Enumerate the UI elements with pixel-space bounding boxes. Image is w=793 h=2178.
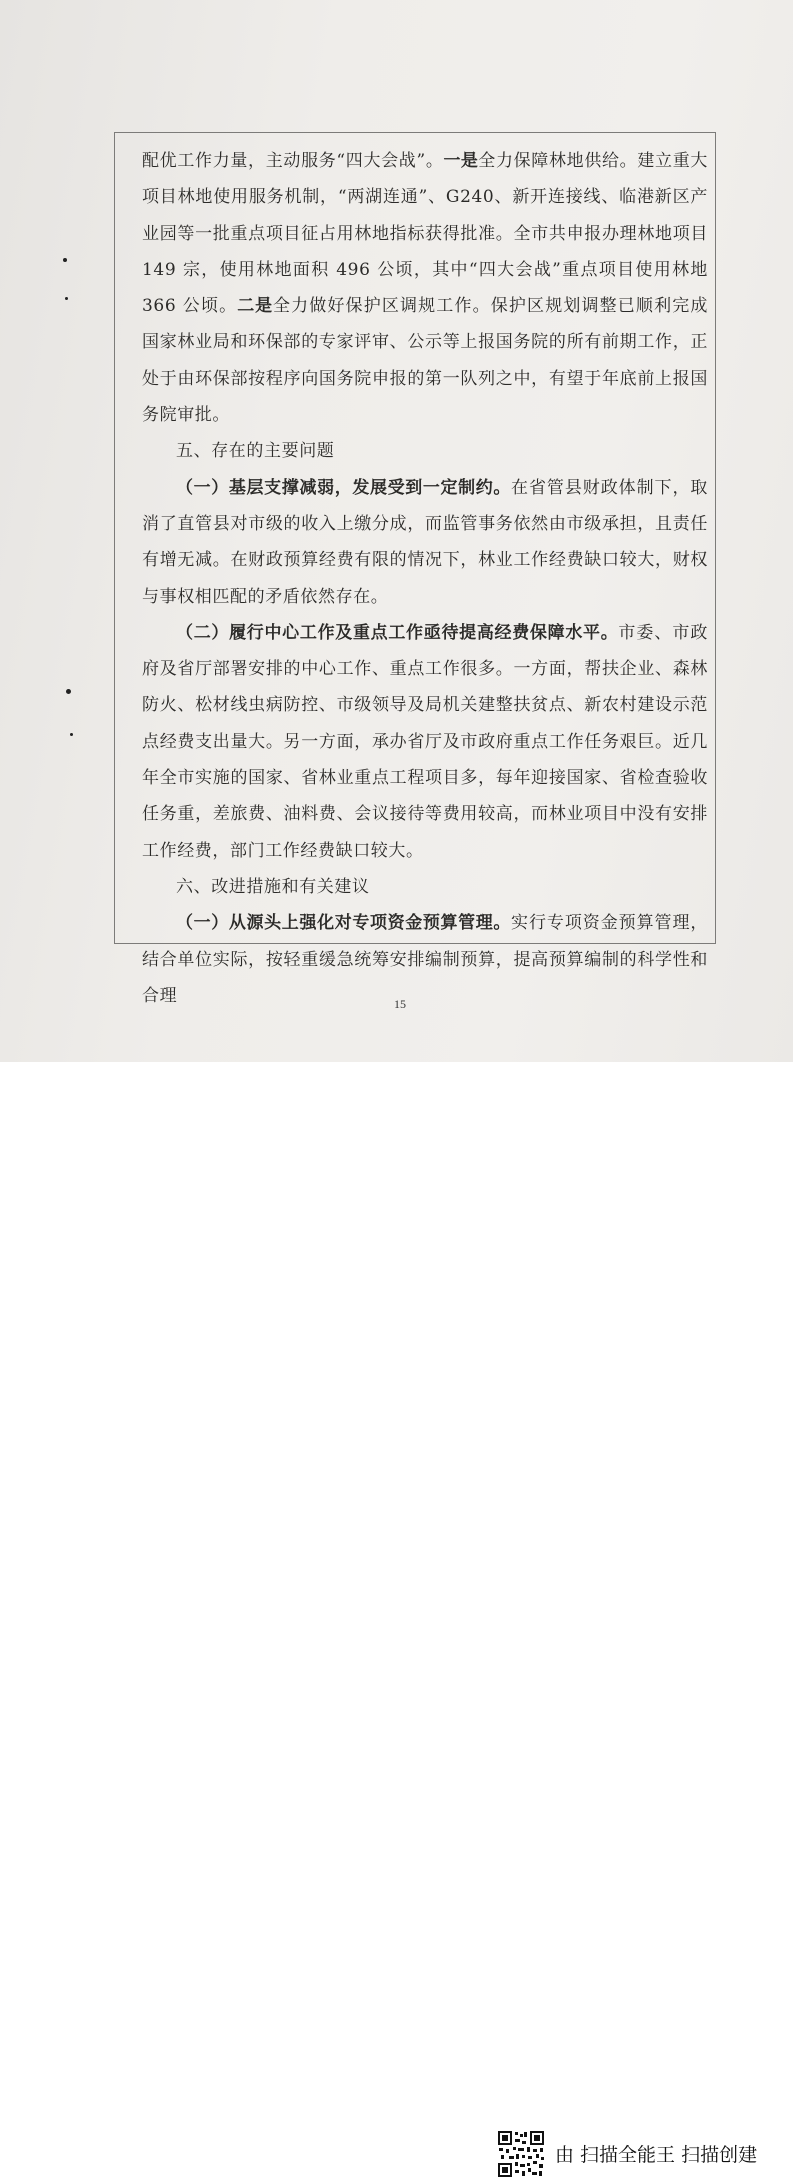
text-run: 全力做好保护区调规工作。保护区规划调整已顺利完成国家林业局和环保部的专家评审、公示等上报国务院的所有前期工作，正处于由环保部按程序向国务院申报的第一队列之中，有望于年底前上报国务院审批。 <box>142 296 708 426</box>
binding-hole-mark <box>65 297 68 300</box>
binding-hole-mark <box>63 258 67 262</box>
bold-text-run: （二）履行中心工作及重点工作亟待提高经费保障水平。 <box>176 622 619 643</box>
bold-text-run: 二是 <box>237 296 273 317</box>
scanner-footer <box>0 1062 793 2166</box>
heading-section-6 <box>142 869 708 905</box>
paragraph-p4 <box>142 905 708 1014</box>
document-body <box>142 143 708 1014</box>
binding-hole-mark <box>70 733 73 736</box>
text-run: 市委、市政府及省厅部署安排的中心工作、重点工作很多。一方面，帮扶企业、森林防火、松材线虫病防控、市级领导及局机关建整扶贫点、新农村建设示范点经费支出量大。另一方面，承办省厅及市政府重点工作任务艰巨。近几年全市实施的国家、省林业重点工程项目多，每年迎接国家、省检查验收任务重，差旅费、油料费、会议接待等费用较高，而林业项目中没有安排工作经费，部门工作经费缺口较大。 <box>142 622 709 861</box>
text-run: 五、存在的主要问题 <box>176 441 335 462</box>
text-run: 在省管县财政体制下，取消了直管县对市级的收入上缴分成，而监管事务依然由市级承担，且责任有增无减。在财政预算经费有限的情况下，林业工作经费缺口较大，财权与事权相匹配的矛盾依然存在。 <box>142 477 708 607</box>
scanned-page <box>0 0 793 1062</box>
paragraph-p3 <box>142 615 708 869</box>
qr-code-icon <box>497 2130 545 2178</box>
text-run: 六、改进措施和有关建议 <box>176 876 370 897</box>
text-run: 实行专项资金预算管理，结合单位实际，按轻重缓急统筹安排编制预算，提高预算编制的科学性和合理 <box>142 913 708 1006</box>
bold-text-run: （一）从源头上强化对专项资金预算管理。 <box>176 913 512 934</box>
paragraph-p2 <box>142 470 708 615</box>
binding-hole-mark <box>66 689 71 694</box>
text-run: 全力保障林地供给。建立重大项目林地使用服务机制，“两湖连通”、G240、新开连接线、临港新区产业园等一批重点项目征占用林地指标获得批准。全市共申报办理林地项目 149 宗，使用林地面积 496 公顷，其中“四大会战”重点项目使用林地 366 公顷。 <box>142 151 708 317</box>
paragraph-p1 <box>142 143 708 433</box>
bold-text-run: （一）基层支撑减弱，发展受到一定制约。 <box>176 477 512 498</box>
scanner-watermark-text: 由 扫描全能王 扫描创建 <box>555 2144 758 2166</box>
bold-text-run: 一是 <box>443 151 479 171</box>
text-run: 配优工作力量，主动服务“四大会战”。 <box>142 151 444 171</box>
heading-section-5 <box>142 433 708 469</box>
page-number: 15 <box>394 997 406 1011</box>
